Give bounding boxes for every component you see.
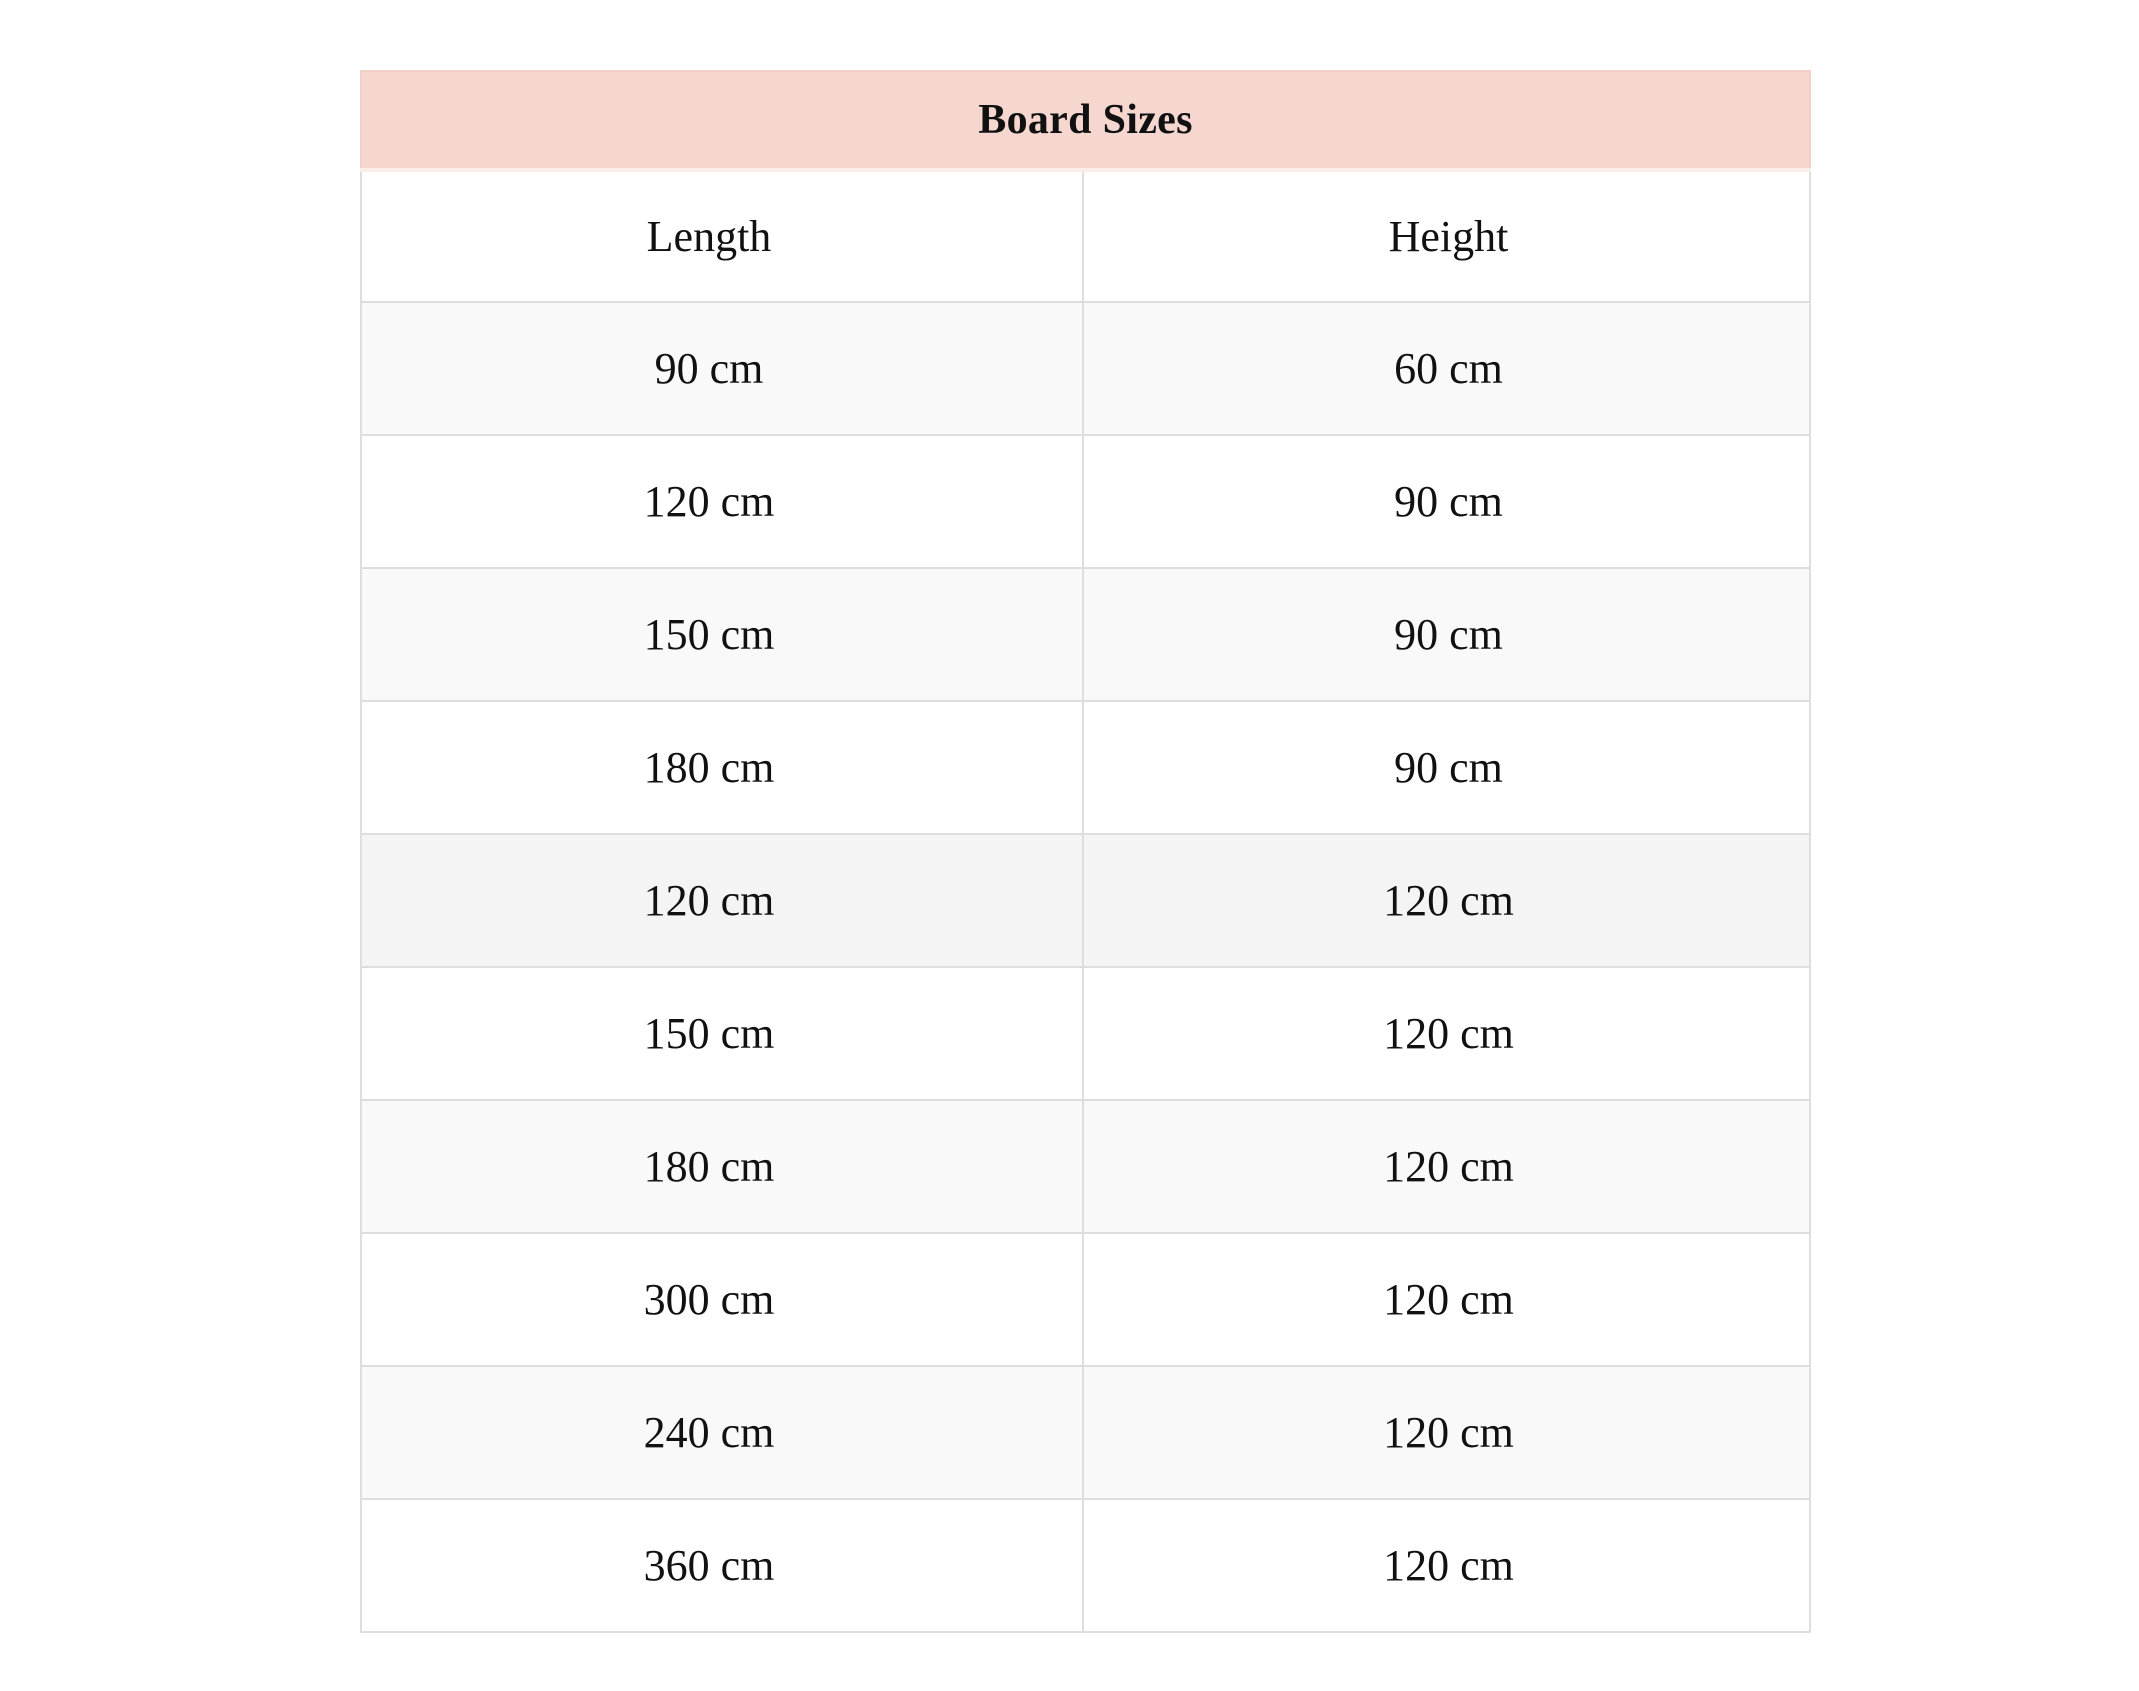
length-cell: 150 cm bbox=[361, 568, 1083, 701]
length-cell: 240 cm bbox=[361, 1366, 1083, 1499]
table-title: Board Sizes bbox=[361, 71, 1810, 170]
height-cell: 120 cm bbox=[1083, 967, 1810, 1100]
length-cell: 150 cm bbox=[361, 967, 1083, 1100]
length-cell: 360 cm bbox=[361, 1499, 1083, 1632]
table-row bbox=[361, 834, 1810, 967]
table-row bbox=[361, 1233, 1810, 1366]
height-cell: 90 cm bbox=[1083, 701, 1810, 834]
height-cell: 120 cm bbox=[1083, 1366, 1810, 1499]
length-cell: 180 cm bbox=[361, 701, 1083, 834]
table-row bbox=[361, 967, 1810, 1100]
table-row bbox=[361, 1499, 1810, 1632]
height-cell: 90 cm bbox=[1083, 568, 1810, 701]
length-cell: 90 cm bbox=[361, 302, 1083, 435]
table-row bbox=[361, 435, 1810, 568]
table-header-row bbox=[361, 170, 1810, 302]
length-cell: 300 cm bbox=[361, 1233, 1083, 1366]
table-row bbox=[361, 1366, 1810, 1499]
table-row bbox=[361, 302, 1810, 435]
height-cell: 90 cm bbox=[1083, 435, 1810, 568]
height-cell: 120 cm bbox=[1083, 1233, 1810, 1366]
table-row bbox=[361, 1100, 1810, 1233]
height-cell: 120 cm bbox=[1083, 834, 1810, 967]
table-row bbox=[361, 568, 1810, 701]
table-title-row bbox=[361, 71, 1810, 170]
table-row bbox=[361, 701, 1810, 834]
height-cell: 120 cm bbox=[1083, 1499, 1810, 1632]
length-cell: 120 cm bbox=[361, 435, 1083, 568]
length-cell: 180 cm bbox=[361, 1100, 1083, 1233]
board-sizes-table bbox=[360, 70, 1811, 1633]
height-cell: 60 cm bbox=[1083, 302, 1810, 435]
length-cell: 120 cm bbox=[361, 834, 1083, 967]
height-cell: 120 cm bbox=[1083, 1100, 1810, 1233]
column-header-height: Height bbox=[1083, 170, 1810, 302]
column-header-length: Length bbox=[361, 170, 1083, 302]
